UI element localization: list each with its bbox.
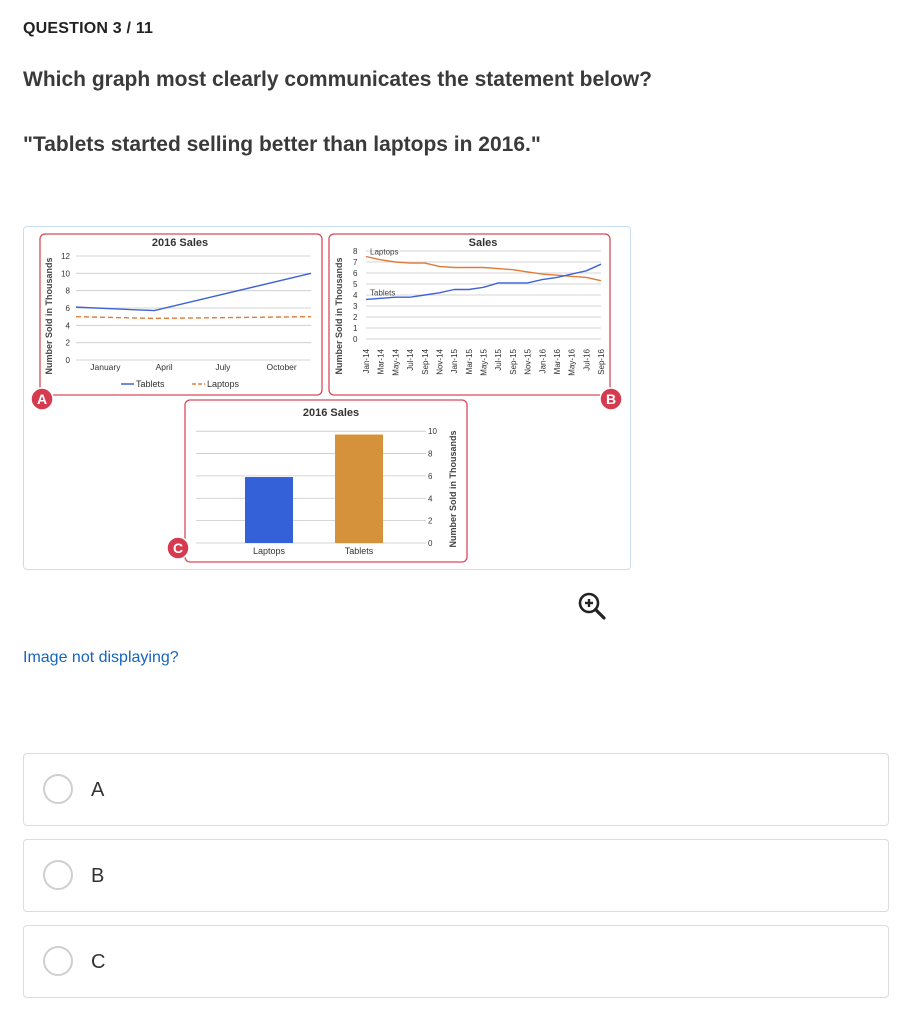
chart-a-xtick: October [266, 362, 297, 372]
chart-b-badge-label: B [605, 391, 617, 407]
chart-c-bar-laptops [245, 477, 293, 543]
chart-b-xtick: Jan-16 [538, 349, 548, 374]
chart-b-xtick: Jul-15 [494, 349, 504, 371]
chart-a-legend-tablets: Tablets [136, 379, 165, 389]
option-label: A [91, 779, 105, 801]
question-figure [23, 226, 631, 570]
chart-b-ytick: 1 [353, 324, 358, 333]
image-not-displaying-link[interactable]: Image not displaying? [23, 649, 179, 666]
chart-b-xtick: Sep-16 [597, 349, 606, 375]
chart-c-ytick: 10 [428, 427, 437, 437]
chart-b-xtick: Jul-16 [582, 349, 592, 371]
chart-b-xtick: May-14 [391, 349, 401, 376]
chart-c-xtick: Laptops [252, 546, 286, 556]
chart-c-ylabel: Number Sold in Thousands [448, 430, 458, 548]
chart-a-ylabel: Number Sold in Thousands [44, 257, 54, 375]
question-statement: "Tablets started selling better than laptops in 2016." [23, 133, 541, 156]
chart-b-ytick: 0 [353, 335, 358, 344]
radio-button[interactable] [43, 774, 73, 804]
chart-b-ytick: 4 [353, 291, 358, 300]
radio-button[interactable] [43, 946, 73, 976]
chart-a-ytick: 8 [65, 286, 70, 296]
chart-a-ytick: 6 [65, 304, 70, 313]
chart-b-ytick: 2 [353, 313, 358, 322]
chart-a-ytick: 10 [61, 269, 70, 279]
chart-b-xtick: Nov-14 [435, 349, 445, 375]
chart-c-bar-tablets [335, 435, 383, 543]
chart-c-frame [185, 400, 467, 562]
chart-c-title: 2016 Sales [302, 407, 360, 419]
question-counter: QUESTION 3 / 11 [23, 20, 154, 37]
chart-b-ytick: 6 [353, 269, 358, 278]
chart-c-ytick: 2 [428, 516, 433, 526]
chart-b-xtick: Sep-15 [508, 349, 518, 375]
question-title: Which graph most clearly communicates the statement below? [23, 68, 652, 91]
chart-b-title: Sales [468, 237, 498, 249]
chart-b-xtick: Mar-16 [552, 349, 562, 375]
answer-option-c[interactable] [23, 925, 889, 998]
chart-a-xtick: January [90, 362, 121, 372]
zoom-in-icon[interactable] [576, 590, 608, 622]
chart-b-xtick: Jan-15 [450, 349, 460, 374]
chart-b-ytick: 5 [353, 280, 358, 289]
chart-b-xtick: Jul-14 [406, 349, 416, 371]
chart-b-label-laptops: Laptops [370, 247, 399, 257]
chart-c-ytick: 6 [428, 471, 433, 481]
chart-a-ytick: 12 [61, 252, 70, 261]
chart-b-ylabel: Number Sold in Thousands [334, 257, 344, 375]
chart-b-label-tablets: Tablets [370, 288, 396, 298]
chart-a-xtick: July [215, 362, 231, 372]
chart-a-legend-laptops: Laptops [207, 379, 240, 389]
chart-a-ytick: 4 [65, 321, 70, 331]
chart-a-title: 2016 Sales [151, 237, 209, 249]
chart-c-ytick: 8 [428, 449, 433, 459]
chart-c-ytick: 0 [428, 539, 433, 548]
answer-option-a[interactable] [23, 753, 889, 826]
charts-figure [24, 227, 630, 569]
chart-b-ytick: 3 [353, 302, 358, 311]
chart-b-xtick: Sep-14 [420, 349, 430, 375]
chart-b-xtick: May-16 [567, 349, 577, 376]
chart-a-badge-label: A [36, 391, 48, 407]
chart-b-ytick: 7 [353, 258, 358, 267]
chart-c-badge-label: C [172, 540, 184, 556]
option-label: C [91, 951, 106, 973]
chart-b-xtick: Nov-15 [523, 349, 533, 375]
chart-a-xtick: April [155, 362, 173, 372]
chart-b-xtick: May-15 [479, 349, 489, 376]
answer-option-b[interactable] [23, 839, 889, 912]
chart-a-ytick: 2 [65, 338, 70, 348]
radio-button[interactable] [43, 860, 73, 890]
chart-c-ytick: 4 [428, 494, 433, 504]
chart-b-xtick: Mar-15 [464, 349, 474, 375]
chart-b-xtick: Jan-14 [362, 349, 371, 374]
option-label: B [91, 865, 105, 887]
chart-b-xtick: Mar-14 [376, 349, 386, 375]
chart-c-xtick: Tablets [344, 546, 374, 556]
chart-a-ytick: 0 [65, 356, 70, 365]
chart-b-ytick: 8 [353, 247, 358, 256]
